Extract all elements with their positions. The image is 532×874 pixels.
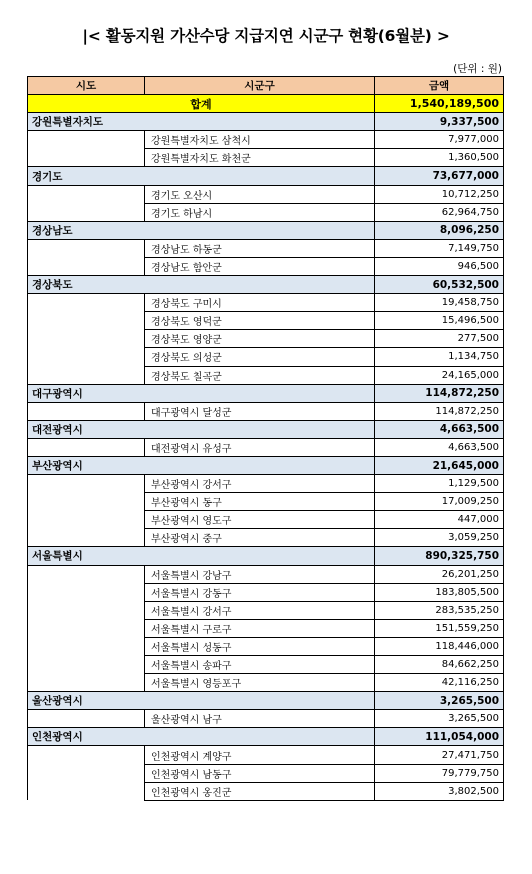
blank-cell (28, 366, 145, 384)
sigungu-cell: 경상북도 칠곡군 (145, 366, 375, 384)
table-row (28, 674, 504, 692)
sigungu-cell: 경상북도 구미시 (145, 294, 375, 312)
page-title: |< 활동지원 가산수당 지급지연 시군구 현황(6월분) > (82, 27, 450, 45)
table-row (28, 348, 504, 366)
blank-cell (28, 782, 145, 800)
group-row (28, 113, 504, 131)
header-sido: 시도 (28, 77, 145, 95)
blank-cell (28, 312, 145, 330)
sigungu-cell: 서울특별시 구로구 (145, 619, 375, 637)
blank-cell (28, 529, 145, 547)
sigungu-cell: 경상남도 함안군 (145, 257, 375, 275)
amount-cell: 84,662,250 (375, 656, 504, 674)
amount-cell: 27,471,750 (375, 746, 504, 764)
amount-cell: 24,165,000 (375, 366, 504, 384)
table-row (28, 637, 504, 655)
sigungu-cell: 부산광역시 영도구 (145, 511, 375, 529)
amount-cell: 1,134,750 (375, 348, 504, 366)
sigungu-cell: 부산광역시 강서구 (145, 475, 375, 493)
sigungu-cell: 울산광역시 남구 (145, 710, 375, 728)
blank-cell (28, 131, 145, 149)
sigungu-cell: 경기도 오산시 (145, 185, 375, 203)
table-row (28, 239, 504, 257)
group-row (28, 276, 504, 294)
amount-cell: 42,116,250 (375, 674, 504, 692)
table-row (28, 185, 504, 203)
group-amount: 4,663,500 (375, 420, 504, 438)
sigungu-cell: 인천광역시 옹진군 (145, 782, 375, 800)
amount-cell: 7,977,000 (375, 131, 504, 149)
amount-cell: 10,712,250 (375, 185, 504, 203)
group-amount: 9,337,500 (375, 113, 504, 131)
blank-cell (28, 764, 145, 782)
amount-cell: 151,559,250 (375, 619, 504, 637)
group-amount: 114,872,250 (375, 384, 504, 402)
unit-label: (단위 : 원) (453, 63, 502, 75)
amount-cell: 3,265,500 (375, 710, 504, 728)
sigungu-cell: 인천광역시 계양구 (145, 746, 375, 764)
header-amount: 금액 (375, 77, 504, 95)
blank-cell (28, 203, 145, 221)
blank-cell (28, 239, 145, 257)
group-sido: 강원특별자치도 (28, 113, 375, 131)
table-row (28, 438, 504, 456)
group-amount: 73,677,000 (375, 167, 504, 185)
group-row (28, 692, 504, 710)
group-amount: 60,532,500 (375, 276, 504, 294)
sigungu-cell: 인천광역시 남동구 (145, 764, 375, 782)
sigungu-cell: 서울특별시 강동구 (145, 583, 375, 601)
sigungu-cell: 대구광역시 달성군 (145, 402, 375, 420)
amount-cell: 26,201,250 (375, 565, 504, 583)
blank-cell (28, 565, 145, 583)
amount-cell: 183,805,500 (375, 583, 504, 601)
group-amount: 8,096,250 (375, 221, 504, 239)
table-body (28, 77, 504, 801)
blank-cell (28, 149, 145, 167)
table-row (28, 312, 504, 330)
sigungu-cell: 강원특별자치도 삼척시 (145, 131, 375, 149)
table-row (28, 565, 504, 583)
group-sido: 경상북도 (28, 276, 375, 294)
table-row (28, 402, 504, 420)
blank-cell (28, 185, 145, 203)
sigungu-cell: 서울특별시 송파구 (145, 656, 375, 674)
blank-cell (28, 601, 145, 619)
sigungu-cell: 서울특별시 강서구 (145, 601, 375, 619)
sigungu-cell: 부산광역시 중구 (145, 529, 375, 547)
table-row (28, 782, 504, 800)
table-row (28, 257, 504, 275)
sigungu-cell: 부산광역시 동구 (145, 493, 375, 511)
group-sido: 대전광역시 (28, 420, 375, 438)
blank-cell (28, 674, 145, 692)
group-amount: 21,645,000 (375, 456, 504, 474)
group-row (28, 420, 504, 438)
payment-table (27, 76, 504, 801)
table-row (28, 330, 504, 348)
sigungu-cell: 서울특별시 성동구 (145, 637, 375, 655)
total-label: 합계 (28, 95, 375, 113)
amount-cell: 3,802,500 (375, 782, 504, 800)
amount-cell: 946,500 (375, 257, 504, 275)
amount-cell: 4,663,500 (375, 438, 504, 456)
table-row (28, 583, 504, 601)
sigungu-cell: 경상북도 의성군 (145, 348, 375, 366)
total-amount: 1,540,189,500 (375, 95, 504, 113)
amount-cell: 114,872,250 (375, 402, 504, 420)
sigungu-cell: 서울특별시 강남구 (145, 565, 375, 583)
blank-cell (28, 710, 145, 728)
table-row (28, 656, 504, 674)
table-row (28, 149, 504, 167)
amount-cell: 277,500 (375, 330, 504, 348)
header-row (28, 77, 504, 95)
group-sido: 울산광역시 (28, 692, 375, 710)
amount-cell: 7,149,750 (375, 239, 504, 257)
group-amount: 111,054,000 (375, 728, 504, 746)
amount-cell: 1,360,500 (375, 149, 504, 167)
sigungu-cell: 서울특별시 영등포구 (145, 674, 375, 692)
table-row (28, 529, 504, 547)
table-row (28, 764, 504, 782)
blank-cell (28, 402, 145, 420)
blank-cell (28, 294, 145, 312)
total-row (28, 95, 504, 113)
blank-cell (28, 493, 145, 511)
group-sido: 경상남도 (28, 221, 375, 239)
amount-cell: 3,059,250 (375, 529, 504, 547)
blank-cell (28, 656, 145, 674)
amount-cell: 17,009,250 (375, 493, 504, 511)
table-row (28, 203, 504, 221)
table-row (28, 746, 504, 764)
blank-cell (28, 637, 145, 655)
table-row (28, 131, 504, 149)
amount-cell: 1,129,500 (375, 475, 504, 493)
blank-cell (28, 583, 145, 601)
group-sido: 경기도 (28, 167, 375, 185)
group-row (28, 384, 504, 402)
sigungu-cell: 대전광역시 유성구 (145, 438, 375, 456)
table-row (28, 493, 504, 511)
amount-cell: 118,446,000 (375, 637, 504, 655)
table-row (28, 294, 504, 312)
amount-cell: 447,000 (375, 511, 504, 529)
table-row (28, 710, 504, 728)
amount-cell: 283,535,250 (375, 601, 504, 619)
amount-cell: 79,779,750 (375, 764, 504, 782)
blank-cell (28, 475, 145, 493)
group-sido: 부산광역시 (28, 456, 375, 474)
blank-cell (28, 511, 145, 529)
blank-cell (28, 257, 145, 275)
group-row (28, 728, 504, 746)
table-row (28, 475, 504, 493)
group-sido: 서울특별시 (28, 547, 375, 565)
table-row (28, 619, 504, 637)
group-row (28, 221, 504, 239)
blank-cell (28, 619, 145, 637)
table-row (28, 511, 504, 529)
amount-cell: 19,458,750 (375, 294, 504, 312)
group-row (28, 456, 504, 474)
blank-cell (28, 348, 145, 366)
table-row (28, 601, 504, 619)
group-sido: 인천광역시 (28, 728, 375, 746)
blank-cell (28, 438, 145, 456)
group-sido: 대구광역시 (28, 384, 375, 402)
sigungu-cell: 강원특별자치도 화천군 (145, 149, 375, 167)
sigungu-cell: 경상북도 영덕군 (145, 312, 375, 330)
group-amount: 3,265,500 (375, 692, 504, 710)
sigungu-cell: 경상남도 하동군 (145, 239, 375, 257)
group-row (28, 167, 504, 185)
group-amount: 890,325,750 (375, 547, 504, 565)
sigungu-cell: 경상북도 영양군 (145, 330, 375, 348)
amount-cell: 62,964,750 (375, 203, 504, 221)
amount-cell: 15,496,500 (375, 312, 504, 330)
header-sigungu: 시군구 (145, 77, 375, 95)
group-row (28, 547, 504, 565)
sigungu-cell: 경기도 하남시 (145, 203, 375, 221)
blank-cell (28, 330, 145, 348)
table-row (28, 366, 504, 384)
blank-cell (28, 746, 145, 764)
